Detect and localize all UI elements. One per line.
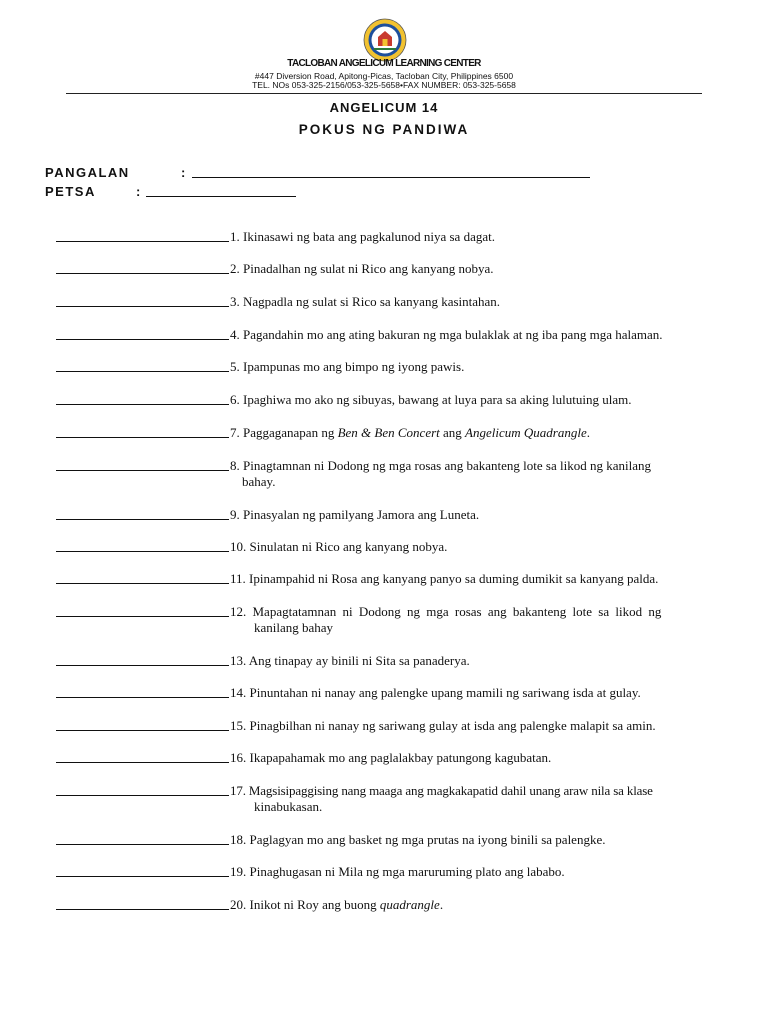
answer-blank[interactable]	[56, 371, 229, 372]
question-text: 12. Mapagtatamnan ni Dodong ng mga rosas ang bakanteng lote sa likod ng	[230, 604, 662, 619]
name-label: PANGALAN	[45, 165, 130, 180]
question-text: 5. Ipampunas mo ang bimpo ng iyong pawis.	[230, 359, 465, 374]
question-text: 15. Pinagbilhan ni nanay ng sariwang gulay at isda ang palengke malapit sa amin.	[230, 718, 656, 733]
answer-blank[interactable]	[56, 437, 229, 438]
date-colon: :	[136, 184, 142, 199]
answer-blank[interactable]	[56, 616, 229, 617]
venue-name-italic: Angelicum Quadrangle	[465, 425, 587, 440]
answer-blank[interactable]	[56, 241, 229, 242]
question-text	[230, 425, 724, 441]
question-text: 17. Magsisipaggising nang maaga ang magkakapatid dahil unang araw nila sa klase	[230, 783, 653, 798]
answer-blank[interactable]	[56, 795, 229, 796]
question-text-part: .	[439, 897, 444, 912]
answer-blank[interactable]	[56, 876, 229, 877]
event-name-italic: Ben & Ben Concert	[337, 425, 440, 440]
worksheet-title: POKUS NG PANDIWA	[298, 122, 470, 137]
quadrangle-italic: quadrangle	[379, 897, 440, 912]
question-text: 14. Pinuntahan ni nanay ang palengke upang mamili ng sariwang isda at gulay.	[230, 685, 641, 700]
question-text: 19. Pinaghugasan ni Mila ng mga maruruming plato ang lababo.	[230, 864, 565, 879]
question-text: 1. Ikinasawi ng bata ang pagkalunod niya sa dagat.	[230, 229, 495, 244]
question-text-continuation: kinabukasan.	[254, 799, 323, 814]
question-text-part: .	[586, 425, 590, 440]
answer-blank[interactable]	[56, 697, 229, 698]
question-text: 3. Nagpadla ng sulat si Rico sa kanyang kasintahan.	[230, 294, 501, 309]
answer-blank[interactable]	[56, 306, 229, 307]
question-text: 8. Pinagtamnan ni Dodong ng mga rosas ang bakanteng lote sa likod ng kanilang	[230, 458, 651, 473]
answer-blank[interactable]	[56, 583, 229, 584]
question-text-continuation: kanilang bahay	[254, 620, 334, 635]
name-colon: :	[181, 165, 187, 180]
date-label: PETSA	[45, 184, 96, 199]
school-address: #447 Diversion Road, Apitong-Picas, Tacloban City, Philippines 6500	[254, 71, 514, 81]
answer-blank[interactable]	[56, 665, 229, 666]
question-text: 18. Paglagyan mo ang basket ng mga prutas na iyong binili sa palengke.	[230, 832, 606, 847]
answer-blank[interactable]	[56, 470, 229, 471]
answer-blank[interactable]	[56, 844, 229, 845]
question-text: 4. Pagandahin mo ang ating bakuran ng mga bulaklak at ng iba pang mga halaman.	[230, 327, 663, 342]
answer-blank[interactable]	[56, 339, 229, 340]
question-text-part: 20. Inikot ni Roy ang buong	[230, 897, 380, 912]
answer-blank[interactable]	[56, 730, 229, 731]
school-telephone: TEL. NOs 053-325-2156/053-325-5658•FAX NUMBER: 053-325-5658	[252, 80, 516, 90]
answer-blank[interactable]	[56, 519, 229, 520]
question-text: 9. Pinasyalan ng pamilyang Jamora ang Luneta.	[230, 507, 480, 522]
question-text-continuation: bahay.	[242, 474, 276, 489]
worksheet-code: ANGELICUM 14	[329, 100, 439, 115]
school-seal-logo	[363, 18, 407, 62]
question-text-part: 7. Paggaganapan ng	[230, 425, 338, 440]
question-text: 2. Pinadalhan ng sulat ni Rico ang kanyang nobya.	[230, 261, 494, 276]
question-text: 10. Sinulatan ni Rico ang kanyang nobya.	[230, 539, 448, 554]
answer-blank[interactable]	[56, 551, 229, 552]
answer-blank[interactable]	[56, 909, 229, 910]
school-name: TACLOBAN ANGELICUM LEARNING CENTER	[287, 58, 481, 69]
answer-blank[interactable]	[56, 273, 229, 274]
question-text: 13. Ang tinapay ay binili ni Sita sa panaderya.	[230, 653, 470, 668]
date-field-line[interactable]	[146, 196, 296, 197]
question-text-part: ang	[439, 425, 466, 440]
question-text	[230, 897, 724, 913]
question-text: 16. Ikapapahamak mo ang paglalakbay patungong kagubatan.	[230, 750, 552, 765]
question-text: 11. Ipinampahid ni Rosa ang kanyang panyo sa duming dumikit sa kanyang palda.	[230, 571, 659, 586]
question-text: 6. Ipaghiwa mo ako ng sibuyas, bawang at luya para sa aking lulutuing ulam.	[230, 392, 632, 407]
answer-blank[interactable]	[56, 762, 229, 763]
answer-blank[interactable]	[56, 404, 229, 405]
name-field-line[interactable]	[192, 177, 590, 178]
header-divider	[66, 93, 702, 94]
